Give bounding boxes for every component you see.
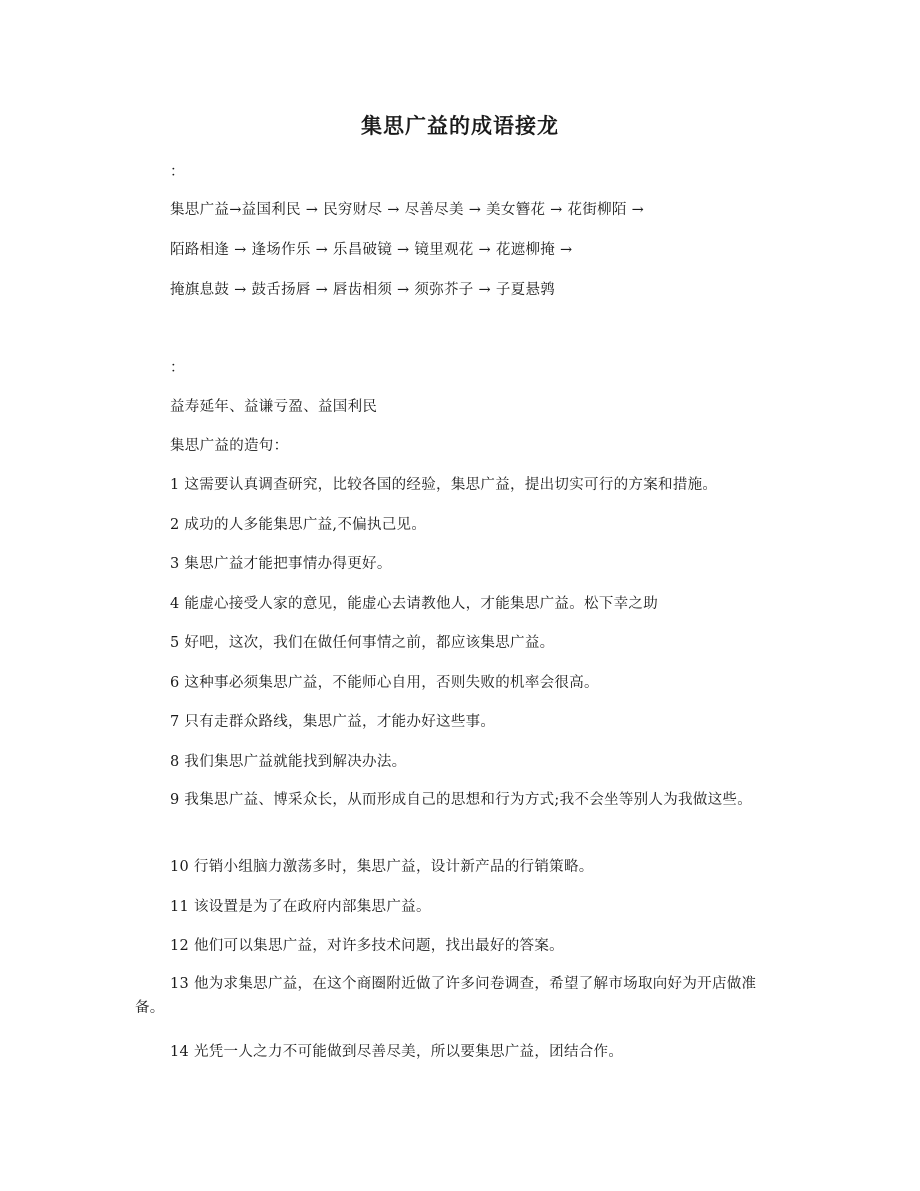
colon-marker: ：: [170, 164, 185, 180]
sentence-item: 4 能虚心接受人家的意见，能虚心去请教他人，才能集思广益。松下幸之助: [170, 596, 659, 612]
sentence-item: 13 他为求集思广益，在这个商圈附近做了许多问卷调查，希望了解市场取向好为开店做准备。: [135, 976, 757, 1016]
colon-marker: ：: [170, 360, 185, 376]
chain-line: 掩旗息鼓 → 鼓舌扬唇 → 唇齿相须 → 须弥芥子 → 子夏悬鹑: [170, 282, 556, 298]
sentence-item: 1 这需要认真调查研究，比较各国的经验，集思广益，提出切实可行的方案和措施。: [170, 477, 718, 493]
sentences-heading: 集思广益的造句：: [170, 438, 289, 454]
sentence-item: 9 我集思广益、博采众长，从而形成自己的思想和行为方式;我不会坐等别人为我做这些。: [170, 792, 753, 808]
sentence-item: 14 光凭一人之力不可能做到尽善尽美，所以要集思广益，团结合作。: [170, 1044, 624, 1060]
sentence-item: 12 他们可以集思广益，对许多技术问题，找出最好的答案。: [170, 938, 564, 954]
sentence-item: 2 成功的人多能集思广益,不偏执己见。: [170, 517, 427, 533]
sentence-item: 5 好吧，这次，我们在做任何事情之前，都应该集思广益。: [170, 635, 555, 651]
sentence-item: 7 只有走群众路线，集思广益，才能办好这些事。: [170, 714, 496, 730]
sentence-item: 8 我们集思广益就能找到解决办法。: [170, 754, 407, 770]
chain-line: 陌路相逢 → 逢场作乐 → 乐昌破镜 → 镜里观花 → 花遮柳掩 →: [170, 242, 573, 258]
sentence-item: 10 行销小组脑力激荡多时，集思广益，设计新产品的行销策略。: [170, 859, 594, 875]
sentence-item: 3 集思广益才能把事情办得更好。: [170, 556, 392, 572]
chain-line: 集思广益→益国利民 → 民穷财尽 → 尽善尽美 → 美女簪花 → 花街柳陌 →: [170, 202, 645, 218]
document-title: 集思广益的成语接龙: [361, 113, 559, 138]
sentence-item: 11 该设置是为了在政府内部集思广益。: [170, 899, 431, 915]
related-idioms: 益寿延年、益谦亏盈、益国利民: [170, 399, 378, 415]
sentence-item: 6 这种事必须集思广益，不能师心自用，否则失败的机率会很高。: [170, 675, 599, 691]
